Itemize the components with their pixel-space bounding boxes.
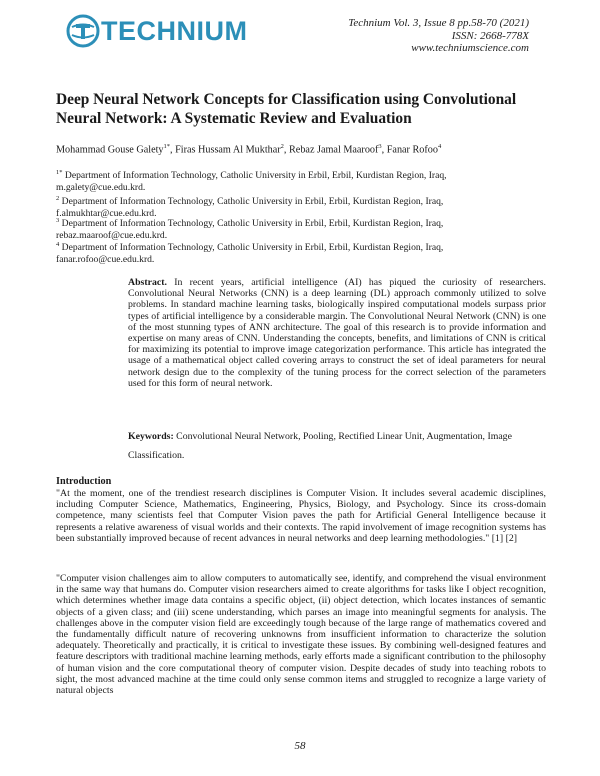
technium-globe-icon xyxy=(66,14,100,48)
author-mark: 1* xyxy=(163,143,171,150)
journal-logo xyxy=(66,14,256,48)
abstract-text: In recent years, artificial intelligence (AI) has piqued the curiosity of researchers. Convolutional Neural Networks (CNN) is a deep learning (DL) approach commonly utilized to solve problems. In standard machine learning tasks, biologically inspired computational models surpass prior types of artificial intelligence by a considerable margin. The Convolutional Neural Network (CNN) is one of the most stunning types of ANN architecture. The goal of this research is to provide information and expertise on many areas of CNN. Understanding the concepts, benefits, and limitations of CNN is critical for maximizing its potential to improve image categorization performance. This article has integrated the usage of a mathematical object called covering arrays to construct the set of ideal parameters for neural network design due to the complexity of the tuning process for the correct selection of the parameters used for this form of neural network. xyxy=(128,277,546,389)
abstract xyxy=(128,277,546,389)
affiliation-email-link[interactable]: rebaz.maaroof@cue.edu.krd. xyxy=(56,229,168,241)
affiliation-email-link[interactable]: f.almukhtar@cue.edu.krd. xyxy=(56,207,157,219)
affiliation-mark: 3 xyxy=(56,217,60,224)
keywords-label: Keywords: xyxy=(128,431,174,442)
keywords xyxy=(128,427,548,465)
journal-volume: Technium Vol. 3, Issue 8 pp.58-70 (2021) xyxy=(348,17,529,29)
author-name: Fanar Rofoo xyxy=(386,144,438,156)
author-mark: 2 xyxy=(280,143,284,150)
author-name: Mohammad Gouse Galety xyxy=(56,144,164,156)
keywords-text: Convolutional Neural Network, Pooling, Rectified Linear Unit, Augmentation, Image Classification. xyxy=(128,431,512,461)
affiliation-text: Department of Information Technology, Catholic University in Erbil, Erbil, Kurdistan Region, Iraq, xyxy=(61,218,444,230)
affiliation-mark: 4 xyxy=(56,241,60,248)
abstract-label: Abstract. xyxy=(128,277,167,288)
journal-info xyxy=(348,17,529,55)
page-number: 58 xyxy=(294,740,306,752)
affiliation-text: Department of Information Technology, Catholic University in Erbil, Erbil, Kurdistan Region, Iraq, xyxy=(64,170,447,182)
paper-title: Deep Neural Network Concepts for Classification using Convolutional Neural Network: A Systematic Review and Evaluation xyxy=(56,91,517,127)
body-paragraph: "Computer vision challenges aim to allow computers to automatically see, identify, and comprehend the visual environment in the same way that humans do. Computer vision researchers aimed to create algorithms for tasks like I object recognition, which determines whether image data contains a specific object, (ii) object detection, which locates instances of semantic objects of a given class; and (iii) scene understanding, which parses an image into meaningful segments for analysis. The challenges above in the computer vision field are exceedingly tough because of the large range of mathematics covered and the fundamentally difficult nature of recovering unknowns from insufficient information to characterize the solution adequately. Theoretically and practically, it is critical to investigate these issues. By combining well-designed features and feature descriptors with traditional machine learning methods, early efforts made a significant contribution to the philosophy of human vision and the core computational theory of computer vision. Despite decades of study into teaching robots to sight, the most advanced machine at the time could only sense common items and struggled to recognize a large variety of natural objects xyxy=(56,573,546,697)
author-name: Rebaz Jamal Maaroof xyxy=(289,144,379,156)
affiliation xyxy=(56,239,546,266)
section-heading-introduction: Introduction xyxy=(56,476,112,487)
affiliation-email-link[interactable]: fanar.rofoo@cue.edu.krd. xyxy=(56,253,155,265)
body-paragraph: "At the moment, one of the trendiest research disciplines is Computer Vision. It includes several academic disciplines, including Computer Science, Mathematics, Engineering, Physics, Biology, and Psychology. Since its cross-domain competence, many scientists feel that Computer Vision paves the path for Artificial General Intelligence because it represents a relative awareness of visual worlds and their contexts. The rapid involvement of image recognition systems has been substantially improved because of recent advances in neural networks and deep learning methodologies." [1] [2] xyxy=(56,488,546,544)
affiliation-mark: 1* xyxy=(56,169,63,176)
author-mark: 4 xyxy=(437,143,442,150)
affiliation-email-link[interactable]: m.galety@cue.edu.krd. xyxy=(56,181,146,193)
logo-text: TECHNIUM xyxy=(101,16,248,46)
affiliation-mark: 2 xyxy=(56,195,60,202)
journal-issn: ISSN: 2668-778X xyxy=(451,29,529,42)
affiliation xyxy=(56,215,546,242)
author-list: Mohammad Gouse Galety$^{1*}$, Firas Hussam Al Mukthar$^2$, Rebaz Jamal Maaroof$^3$, Fanar Rofoo$^4$ xyxy=(56,143,442,156)
affiliation-text: Department of Information Technology, Catholic University in Erbil, Erbil, Kurdistan Region, Iraq, xyxy=(61,242,444,254)
affiliation xyxy=(56,167,546,194)
author-name: Firas Hussam Al Mukthar xyxy=(175,144,281,156)
journal-website-link[interactable]: www.techniumscience.com xyxy=(411,42,529,54)
affiliation-text: Department of Information Technology, Catholic University in Erbil, Erbil, Kurdistan Region, Iraq, xyxy=(61,196,444,208)
author-mark: 3 xyxy=(378,143,382,150)
